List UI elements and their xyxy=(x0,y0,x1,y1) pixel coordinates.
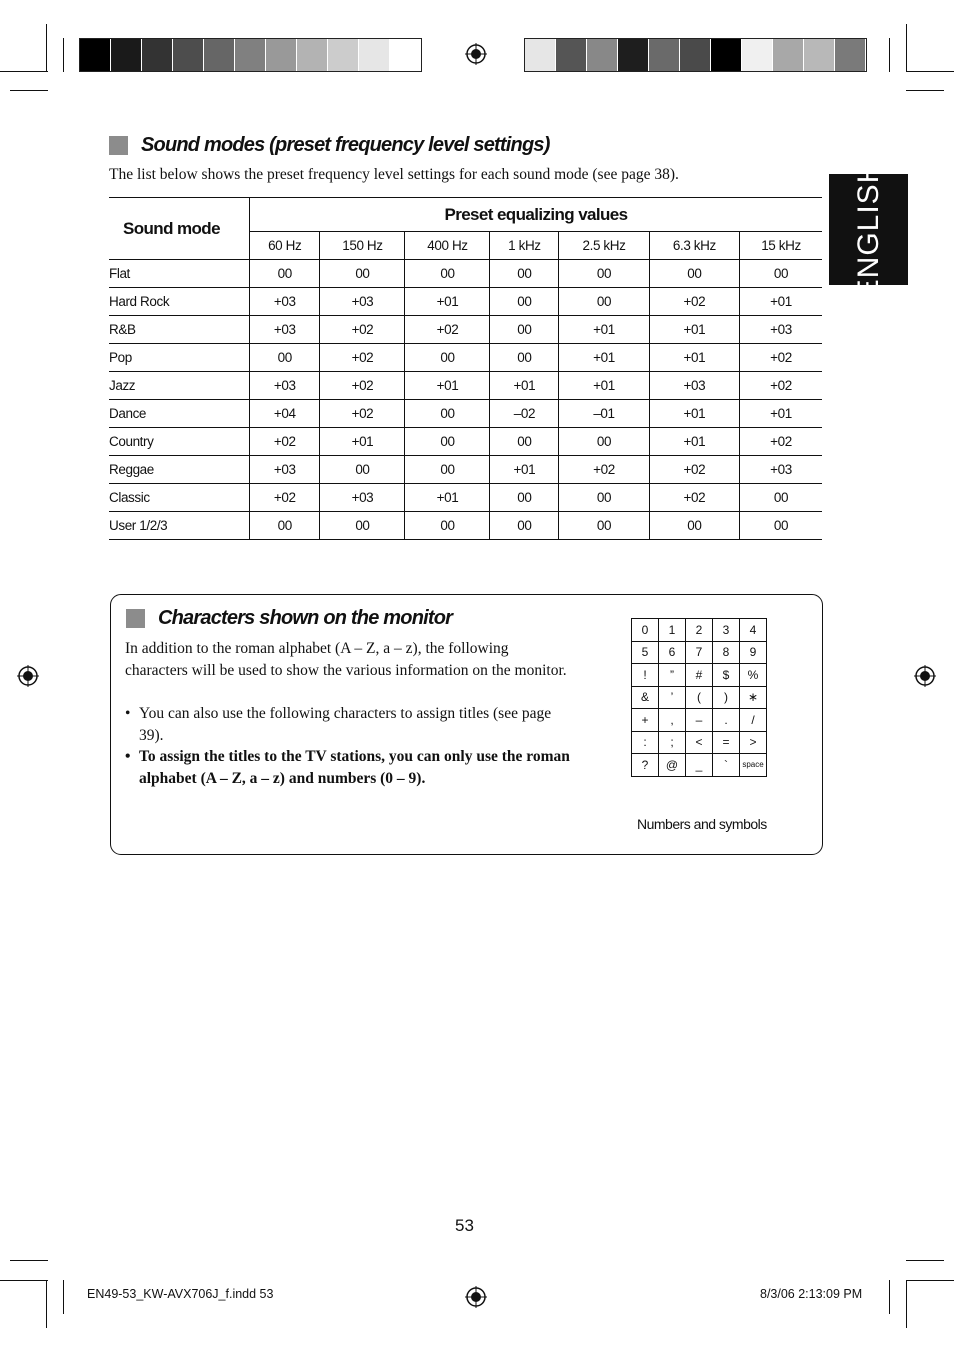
crop-mark xyxy=(0,1280,48,1281)
eq-value-cell: +03 xyxy=(649,372,739,400)
eq-value-cell: 00 xyxy=(320,512,405,540)
eq-value-cell: +01 xyxy=(405,288,490,316)
language-tab xyxy=(829,160,908,299)
eq-value-cell: +01 xyxy=(649,316,739,344)
page-number: 53 xyxy=(455,1216,474,1235)
color-swatch xyxy=(618,39,649,71)
eq-value-cell: +02 xyxy=(740,372,822,400)
table-row xyxy=(109,456,822,484)
color-swatch xyxy=(297,39,328,71)
bullet-item xyxy=(125,746,584,789)
character-grid-caption: Numbers and symbols xyxy=(637,816,767,832)
character-cell: ` xyxy=(713,754,740,777)
eq-value-cell: +02 xyxy=(250,428,320,456)
sound-modes-intro: The list below shows the preset frequency level settings for each sound mode (see page 38). xyxy=(109,166,679,183)
character-grid-row xyxy=(632,731,767,754)
eq-value-cell: 00 xyxy=(649,512,739,540)
character-cell: , xyxy=(659,709,686,732)
eq-value-cell: +01 xyxy=(490,456,559,484)
eq-value-cell: 00 xyxy=(250,260,320,288)
character-cell: @ xyxy=(659,754,686,777)
color-swatch xyxy=(556,39,587,71)
table-row xyxy=(109,260,822,288)
eq-value-cell: +01 xyxy=(405,372,490,400)
sound-mode-name: Hard Rock xyxy=(109,288,250,316)
eq-value-cell: +03 xyxy=(250,316,320,344)
character-cell: . xyxy=(713,709,740,732)
eq-value-cell: 00 xyxy=(559,428,649,456)
sound-mode-name: Pop xyxy=(109,344,250,372)
eq-value-cell: +01 xyxy=(740,400,822,428)
eq-value-cell: +03 xyxy=(250,372,320,400)
eq-value-cell: 00 xyxy=(740,512,822,540)
eq-value-cell: +01 xyxy=(649,344,739,372)
color-swatch xyxy=(80,39,111,71)
section-marker-icon xyxy=(126,609,145,628)
eq-value-cell: –01 xyxy=(559,400,649,428)
registration-mark-icon xyxy=(17,665,39,687)
color-swatch xyxy=(173,39,204,71)
character-cell: 6 xyxy=(659,641,686,664)
character-cell: ∗ xyxy=(740,686,767,709)
eq-value-cell: +02 xyxy=(559,456,649,484)
eq-value-cell: +01 xyxy=(649,428,739,456)
character-cell: ’ xyxy=(659,686,686,709)
table-row xyxy=(109,288,822,316)
eq-value-cell: 00 xyxy=(405,456,490,484)
color-swatch xyxy=(773,39,804,71)
characters-heading: Characters shown on the monitor xyxy=(158,607,453,629)
crop-mark xyxy=(10,1260,48,1261)
registration-mark-icon xyxy=(914,665,936,687)
bullet-dot-icon: • xyxy=(125,705,131,722)
eq-value-cell: 00 xyxy=(490,260,559,288)
character-cell: : xyxy=(632,731,659,754)
character-grid-row xyxy=(632,664,767,687)
frequency-header: 60 Hz xyxy=(250,232,320,260)
character-cell: 0 xyxy=(632,619,659,642)
bullet-text: You can also use the following characters to assign titles (see page 39). xyxy=(139,705,552,744)
eq-value-cell: 00 xyxy=(490,316,559,344)
color-swatch xyxy=(835,39,866,71)
crop-mark xyxy=(63,1280,64,1314)
sound-mode-name: Country xyxy=(109,428,250,456)
sound-mode-name: Dance xyxy=(109,400,250,428)
sound-mode-name: Reggae xyxy=(109,456,250,484)
character-cell: 2 xyxy=(686,619,713,642)
character-cell: 1 xyxy=(659,619,686,642)
table-row xyxy=(109,344,822,372)
eq-value-cell: 00 xyxy=(405,344,490,372)
frequency-header: 2.5 kHz xyxy=(559,232,649,260)
frequency-header: 6.3 kHz xyxy=(649,232,739,260)
crop-mark xyxy=(46,1280,47,1328)
eq-value-cell: 00 xyxy=(559,260,649,288)
crop-mark xyxy=(906,1280,907,1328)
eq-value-cell: +02 xyxy=(740,428,822,456)
color-swatch xyxy=(804,39,835,71)
character-cell: 9 xyxy=(740,641,767,664)
eq-value-cell: 00 xyxy=(559,288,649,316)
color-swatch xyxy=(111,39,142,71)
section-marker-icon xyxy=(109,136,128,155)
character-cell: 4 xyxy=(740,619,767,642)
eq-value-cell: +01 xyxy=(320,428,405,456)
eq-value-cell: +03 xyxy=(740,316,822,344)
character-cell: – xyxy=(686,709,713,732)
color-swatch xyxy=(587,39,618,71)
table-row xyxy=(109,512,822,540)
eq-value-cell: +02 xyxy=(250,484,320,512)
character-cell: space xyxy=(740,754,767,777)
eq-value-cell: +02 xyxy=(320,344,405,372)
characters-paragraph: In addition to the roman alphabet (A – Z, a – z), the following characters will be used to show the various information on the monitor. xyxy=(125,640,567,679)
character-cell: ? xyxy=(632,754,659,777)
eq-value-cell: 00 xyxy=(250,512,320,540)
crop-mark xyxy=(10,90,48,91)
eq-value-cell: 00 xyxy=(320,456,405,484)
character-cell: < xyxy=(686,731,713,754)
character-cell: > xyxy=(740,731,767,754)
character-cell: ! xyxy=(632,664,659,687)
eq-value-cell: +03 xyxy=(320,484,405,512)
eq-value-cell: 00 xyxy=(405,260,490,288)
eq-value-cell: +02 xyxy=(649,456,739,484)
language-tab-label: ENGLISH xyxy=(851,160,885,299)
character-cell: 3 xyxy=(713,619,740,642)
crop-mark xyxy=(63,38,64,72)
character-cell: 5 xyxy=(632,641,659,664)
table-row xyxy=(109,484,822,512)
color-calibration-bar-left xyxy=(79,38,422,72)
bullet-item xyxy=(125,703,579,746)
frequency-header: 400 Hz xyxy=(405,232,490,260)
eq-value-cell: 00 xyxy=(559,484,649,512)
sound-mode-name: Flat xyxy=(109,260,250,288)
character-grid-row xyxy=(632,619,767,642)
sound-mode-name: R&B xyxy=(109,316,250,344)
eq-value-cell: 00 xyxy=(405,512,490,540)
frequency-header: 150 Hz xyxy=(320,232,405,260)
color-swatch xyxy=(142,39,173,71)
eq-value-cell: +01 xyxy=(649,400,739,428)
crop-mark xyxy=(906,1260,944,1261)
eq-value-cell: 00 xyxy=(405,400,490,428)
preset-values-header: Preset equalizing values xyxy=(250,198,823,232)
registration-mark-icon xyxy=(465,43,487,65)
crop-mark xyxy=(46,24,47,72)
character-grid-row xyxy=(632,686,767,709)
eq-value-cell: 00 xyxy=(490,344,559,372)
eq-value-cell: +02 xyxy=(649,484,739,512)
frequency-header: 1 kHz xyxy=(490,232,559,260)
crop-mark xyxy=(889,38,890,72)
eq-value-cell: 00 xyxy=(250,344,320,372)
character-grid xyxy=(631,618,767,777)
crop-mark xyxy=(906,71,954,72)
character-cell: & xyxy=(632,686,659,709)
color-swatch xyxy=(525,39,556,71)
crop-mark xyxy=(906,24,907,72)
bullet-dot-icon: • xyxy=(125,748,131,765)
table-row xyxy=(109,428,822,456)
character-cell: = xyxy=(713,731,740,754)
character-cell: # xyxy=(686,664,713,687)
eq-value-cell: 00 xyxy=(490,428,559,456)
eq-value-cell: 00 xyxy=(559,512,649,540)
sound-mode-name: User 1/2/3 xyxy=(109,512,250,540)
eq-value-cell: 00 xyxy=(740,260,822,288)
color-swatch xyxy=(742,39,773,71)
eq-value-cell: +01 xyxy=(559,344,649,372)
eq-value-cell: +01 xyxy=(559,372,649,400)
bullet-text: To assign the titles to the TV stations, you can only use the roman alphabet (A – Z, a – z) and numbers (0 – 9). xyxy=(139,748,570,787)
sound-mode-name: Classic xyxy=(109,484,250,512)
eq-value-cell: 00 xyxy=(490,288,559,316)
eq-value-cell: +02 xyxy=(405,316,490,344)
character-cell: % xyxy=(740,664,767,687)
character-cell: / xyxy=(740,709,767,732)
eq-value-cell: 00 xyxy=(649,260,739,288)
eq-value-cell: 00 xyxy=(320,260,405,288)
eq-value-cell: +02 xyxy=(320,400,405,428)
eq-preset-table xyxy=(109,197,822,540)
table-row xyxy=(109,316,822,344)
color-swatch xyxy=(235,39,266,71)
crop-mark xyxy=(906,90,944,91)
color-swatch xyxy=(390,39,421,71)
character-cell: 8 xyxy=(713,641,740,664)
color-swatch xyxy=(359,39,390,71)
eq-value-cell: +02 xyxy=(320,372,405,400)
character-cell: ; xyxy=(659,731,686,754)
eq-value-cell: +01 xyxy=(559,316,649,344)
frequency-header: 15 kHz xyxy=(740,232,822,260)
eq-value-cell: –02 xyxy=(490,400,559,428)
eq-value-cell: 00 xyxy=(490,512,559,540)
eq-value-cell: +02 xyxy=(740,344,822,372)
eq-value-cell: +02 xyxy=(320,316,405,344)
eq-value-cell: +03 xyxy=(250,456,320,484)
color-swatch xyxy=(328,39,359,71)
sound-modes-heading: Sound modes (preset frequency level settings) xyxy=(141,134,550,156)
table-row xyxy=(109,400,822,428)
eq-value-cell: +01 xyxy=(405,484,490,512)
character-cell: 7 xyxy=(686,641,713,664)
footer-timestamp: 8/3/06 2:13:09 PM xyxy=(760,1287,863,1301)
eq-value-cell: +02 xyxy=(649,288,739,316)
eq-value-cell: +04 xyxy=(250,400,320,428)
color-swatch xyxy=(680,39,711,71)
character-cell: $ xyxy=(713,664,740,687)
table-row xyxy=(109,372,822,400)
color-swatch xyxy=(649,39,680,71)
color-swatch xyxy=(204,39,235,71)
eq-value-cell: +01 xyxy=(490,372,559,400)
crop-mark xyxy=(906,1280,954,1281)
sound-mode-column-header: Sound mode xyxy=(109,198,250,260)
character-grid-row xyxy=(632,641,767,664)
color-calibration-bar-right xyxy=(524,38,867,72)
character-grid-row xyxy=(632,754,767,777)
eq-value-cell: 00 xyxy=(740,484,822,512)
eq-value-cell: +03 xyxy=(740,456,822,484)
eq-value-cell: +01 xyxy=(740,288,822,316)
crop-mark xyxy=(889,1280,890,1314)
crop-mark xyxy=(0,71,48,72)
sound-mode-name: Jazz xyxy=(109,372,250,400)
footer-file-info: EN49-53_KW-AVX706J_f.indd 53 xyxy=(87,1287,274,1301)
eq-value-cell: +03 xyxy=(250,288,320,316)
eq-value-cell: 00 xyxy=(405,428,490,456)
character-cell: ( xyxy=(686,686,713,709)
color-swatch xyxy=(266,39,297,71)
character-grid-row xyxy=(632,709,767,732)
eq-value-cell: 00 xyxy=(490,484,559,512)
character-cell: ) xyxy=(713,686,740,709)
color-swatch xyxy=(711,39,742,71)
registration-mark-icon xyxy=(465,1286,487,1308)
eq-value-cell: +03 xyxy=(320,288,405,316)
character-cell: ” xyxy=(659,664,686,687)
character-cell: _ xyxy=(686,754,713,777)
character-cell: + xyxy=(632,709,659,732)
